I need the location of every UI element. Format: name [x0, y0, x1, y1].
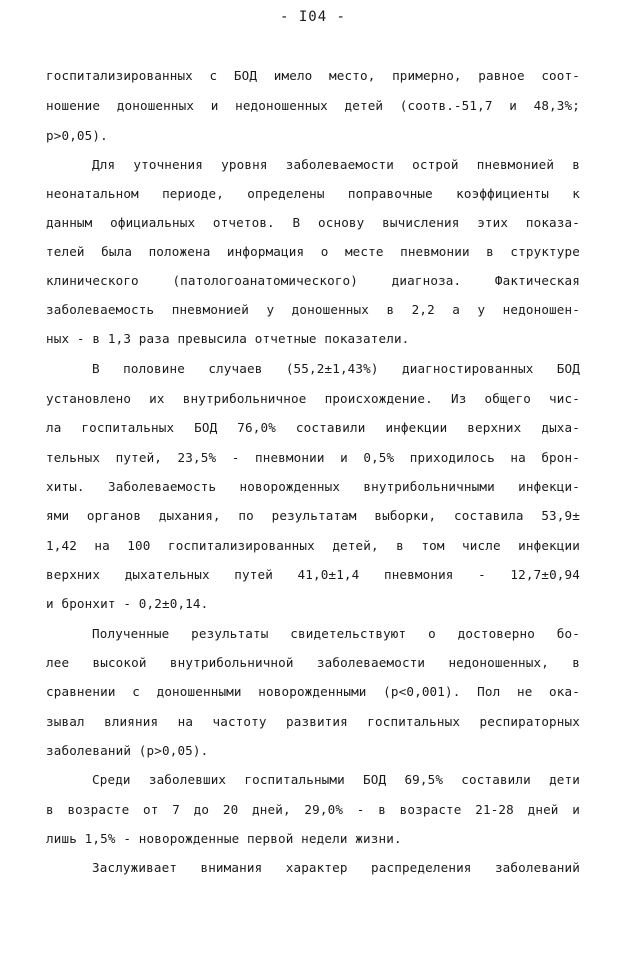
text-line: верхних дыхательных путей 41,0±1,4 пневмония - 12,7±0,94: [46, 567, 580, 582]
text-line: тельных путей, 23,5% - пневмонии и 0,5% приходилось на брон-: [46, 450, 580, 465]
text-line: и бронхит - 0,2±0,14.: [46, 596, 209, 611]
text-line: клинического (патологоанатомического) диагноза. Фактическая: [46, 273, 580, 288]
text-line: телей была положена информация о месте пневмонии в структуре: [46, 244, 580, 259]
text-line: ных - в 1,3 раза превысила отчетные показатели.: [46, 331, 410, 346]
text-line: Среди заболевших госпитальными БОД 69,5% составили дети: [92, 772, 580, 787]
text-line: заболеваний (р>0,05).: [46, 743, 209, 758]
text-line: ями органов дыхания, по результатам выборки, составила 53,9±: [46, 508, 580, 523]
text-line: сравнении с доношенными новорожденными (р<0,001). Пол не ока-: [46, 684, 580, 699]
text-line: лее высокой внутрибольничной заболеваемости недоношенных, в: [46, 655, 580, 670]
text-line: Для уточнения уровня заболеваемости острой пневмонией в: [92, 157, 580, 172]
text-line: данным официальных отчетов. В основу вычисления этих показа-: [46, 215, 580, 230]
text-line: хиты. Заболеваемость новорожденных внутрибольничными инфекци-: [46, 479, 580, 494]
page-number: - I04 -: [279, 9, 346, 25]
text-line: установлено их внутрибольничное происхождение. Из общего чис-: [46, 391, 580, 406]
text-line: зывал влияния на частоту развития госпитальных респираторных: [46, 714, 580, 729]
text-line: ла госпитальных БОД 76,0% составили инфекции верхних дыха-: [46, 420, 580, 435]
text-line: ношение доношенных и недоношенных детей (соотв.-51,7 и 48,3%;: [46, 98, 580, 113]
text-line: в возрасте от 7 до 20 дней, 29,0% - в возрасте 21-28 дней и: [46, 802, 580, 817]
text-line: лишь 1,5% - новорожденные первой недели жизни.: [46, 831, 402, 846]
text-line: заболеваемость пневмонией у доношенных в 2,2 а у недоношен-: [46, 302, 580, 317]
text-line: 1,42 на 100 госпитализированных детей, в том числе инфекции: [46, 538, 580, 553]
text-line: Полученные результаты свидетельствуют о достоверно бо-: [92, 626, 580, 641]
text-line: В половине случаев (55,2±1,43%) диагностированных БОД: [92, 361, 580, 376]
text-line: Заслуживает внимания характер распределения заболеваний: [92, 860, 580, 875]
text-line: неонатальном периоде, определены поправочные коэффициенты к: [46, 186, 580, 201]
text-line: р>0,05).: [46, 128, 108, 143]
text-line: госпитализированных с БОД имело место, примерно, равное соот-: [46, 68, 580, 83]
